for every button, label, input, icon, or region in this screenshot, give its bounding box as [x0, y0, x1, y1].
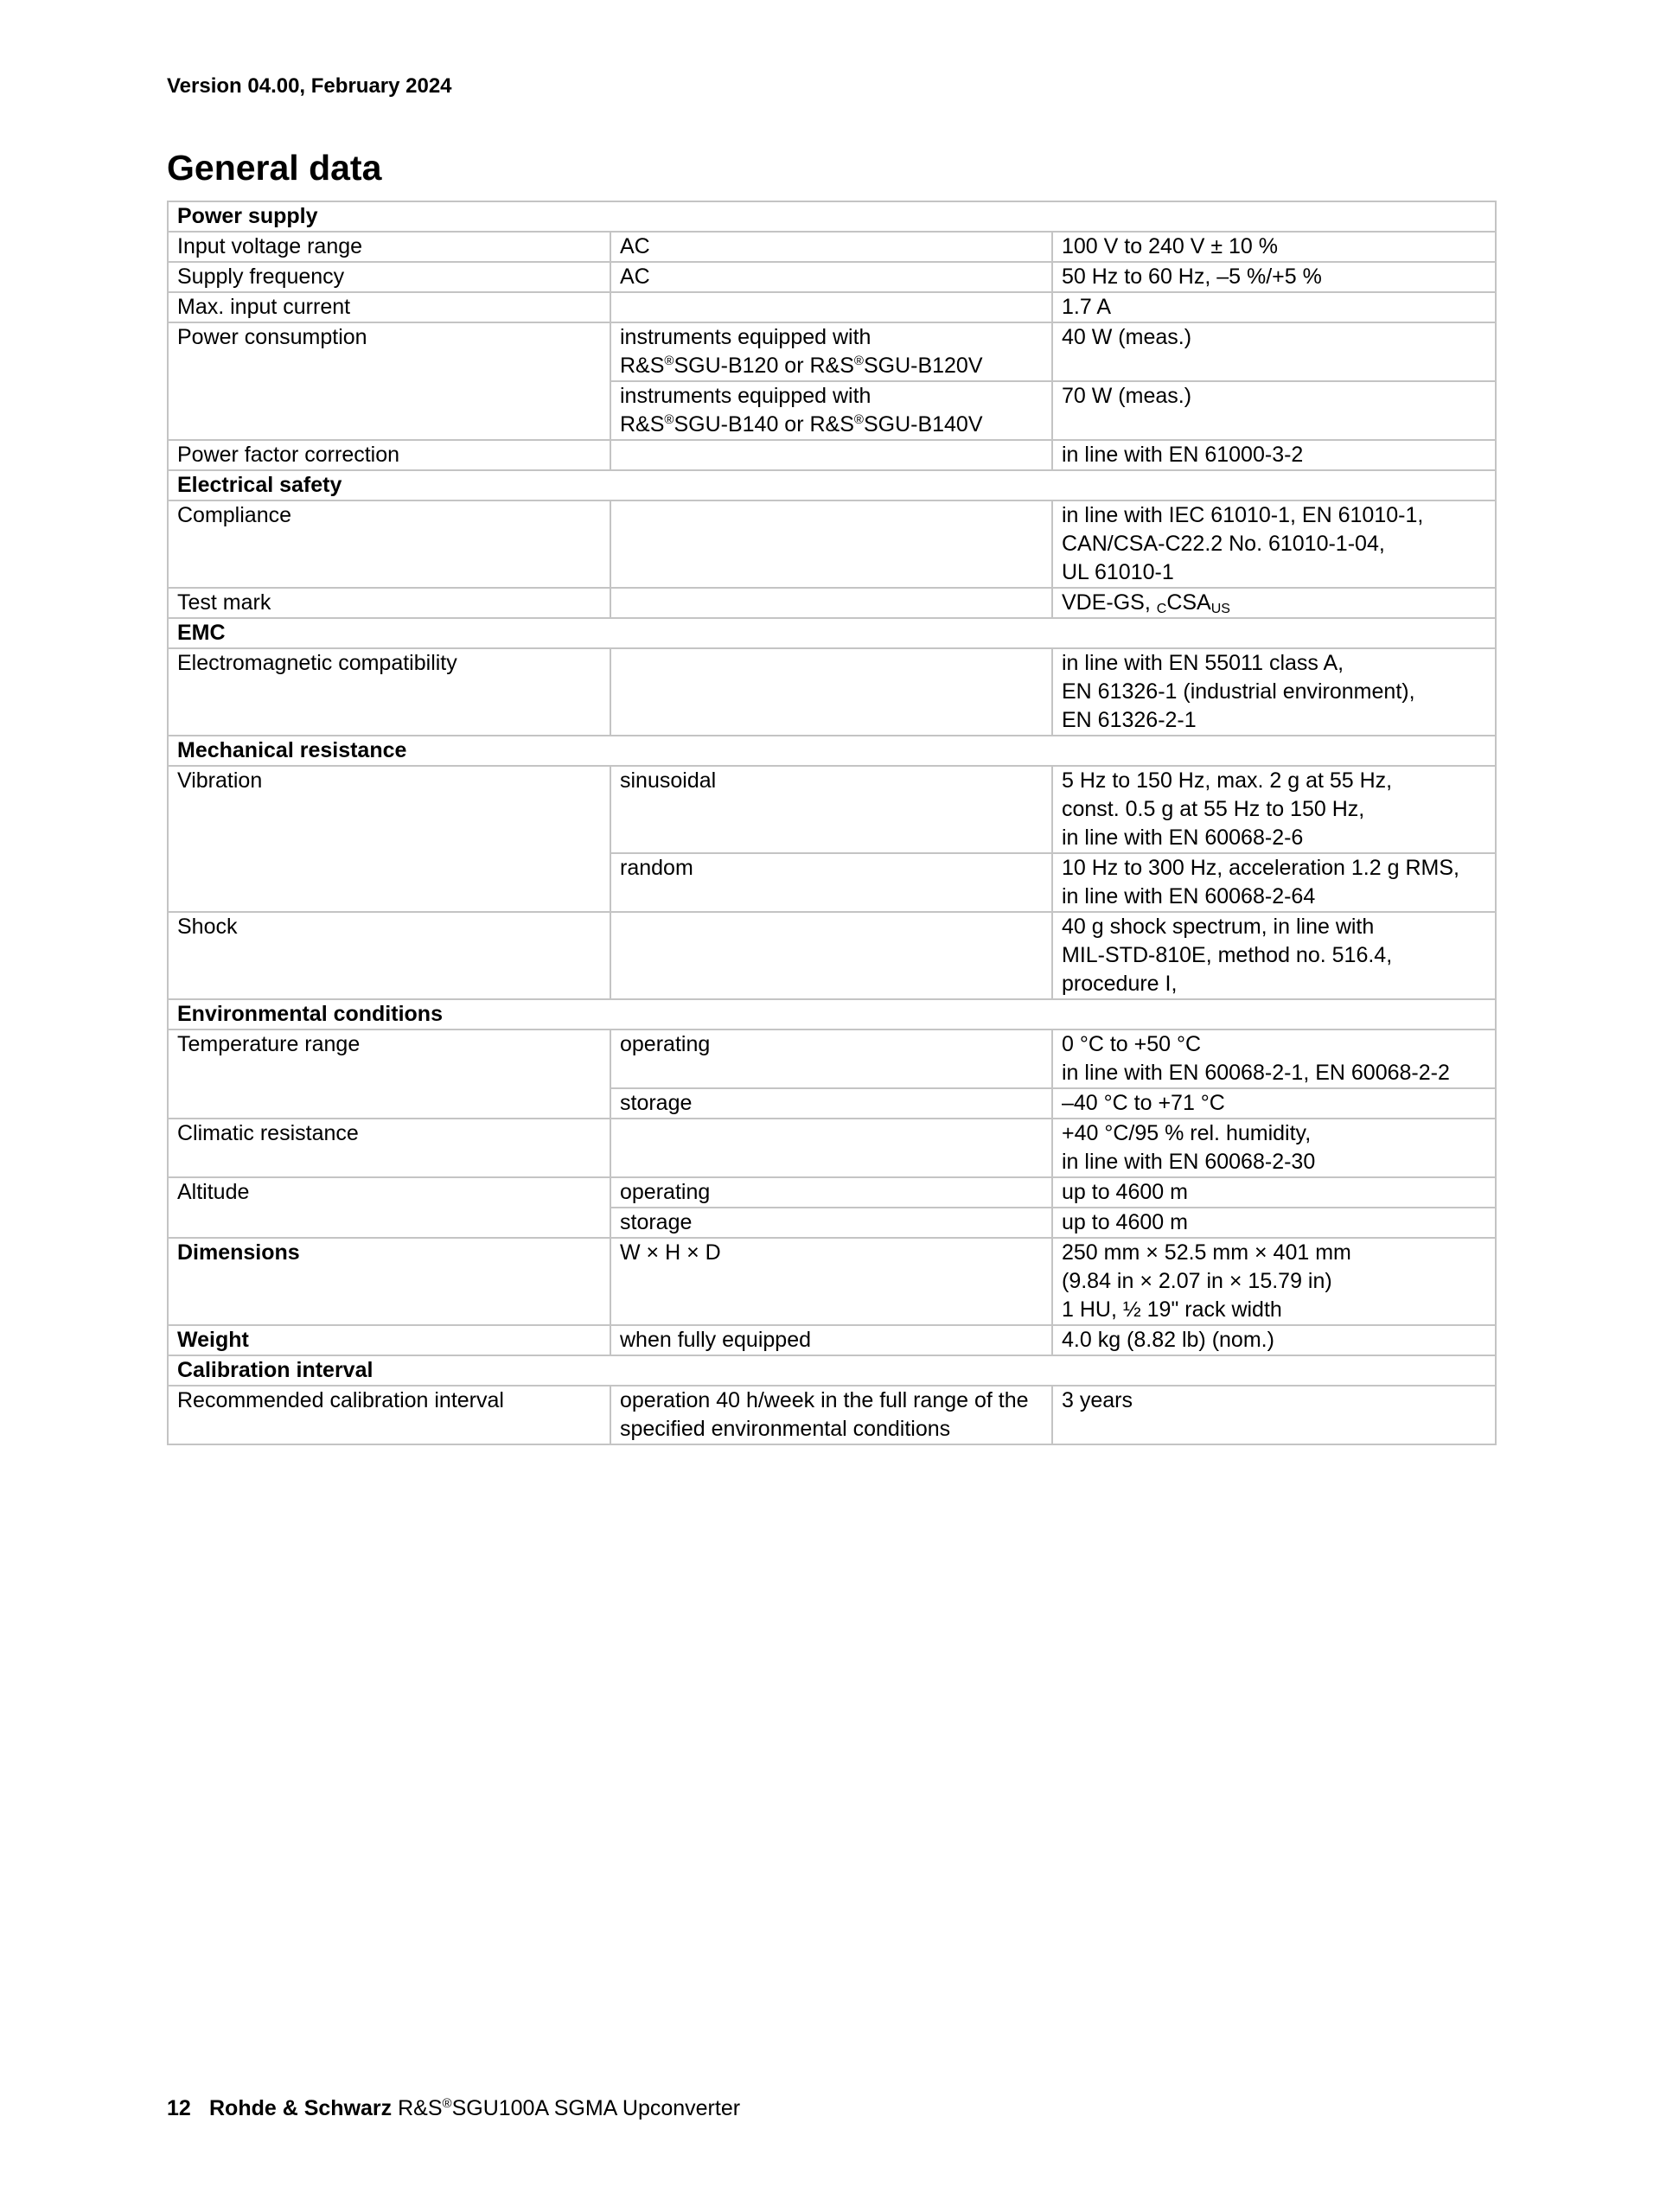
value-line: const. 0.5 g at 55 Hz to 150 Hz, — [1062, 797, 1365, 821]
document-version: Version 04.00, February 2024 — [167, 74, 452, 98]
brand-text: R&S — [809, 354, 854, 378]
spec-condition — [610, 1386, 1052, 1444]
spec-label: Input voltage range — [168, 232, 610, 262]
page-title: General data — [167, 148, 382, 188]
spec-value — [1052, 648, 1496, 736]
spec-value: 4.0 kg (8.82 lb) (nom.) — [1052, 1325, 1496, 1355]
spec-condition — [610, 912, 1052, 999]
spec-value: 40 W (meas.) — [1052, 322, 1496, 381]
value-line: 1 HU, ½ 19" rack width — [1062, 1297, 1282, 1322]
page-number: 12 — [167, 2096, 191, 2120]
table-row — [168, 766, 1496, 853]
spec-value: –40 °C to +71 °C — [1052, 1088, 1496, 1119]
table-row — [168, 1325, 1496, 1355]
product-prefix: R&S — [392, 2096, 443, 2120]
table-row — [168, 1238, 1496, 1325]
condition-line — [620, 352, 1043, 380]
spec-condition: AC — [610, 262, 1052, 292]
spec-value — [1052, 500, 1496, 588]
page-footer — [167, 2095, 740, 2121]
spec-value — [1052, 1030, 1496, 1088]
spec-value: up to 4600 m — [1052, 1208, 1496, 1238]
section-row-calibration-interval — [168, 1355, 1496, 1386]
value-line: UL 61010-1 — [1062, 560, 1174, 584]
table-row — [168, 1119, 1496, 1177]
spec-value — [1052, 1119, 1496, 1177]
table-row — [168, 262, 1496, 292]
table-row — [168, 912, 1496, 999]
spec-condition: storage — [610, 1088, 1052, 1119]
section-title: Mechanical resistance — [168, 736, 1496, 766]
condition-line: specified environmental conditions — [620, 1417, 951, 1441]
spec-value: in line with EN 61000-3-2 — [1052, 440, 1496, 470]
spec-value: up to 4600 m — [1052, 1177, 1496, 1208]
section-row-electrical-safety — [168, 470, 1496, 500]
spec-label: Max. input current — [168, 292, 610, 322]
general-data-table — [167, 201, 1497, 1445]
section-title: Calibration interval — [168, 1355, 1496, 1386]
option-text: SGU-B120 or — [674, 354, 810, 378]
spec-label: Electromagnetic compatibility — [168, 648, 610, 736]
table-row — [168, 440, 1496, 470]
value-line: in line with EN 60068-2-30 — [1062, 1150, 1316, 1174]
spec-label: Altitude — [168, 1177, 610, 1238]
spec-label: Compliance — [168, 500, 610, 588]
value-line: 40 g shock spectrum, in line with — [1062, 915, 1375, 939]
value-line: in line with EN 60068-2-64 — [1062, 884, 1316, 908]
option-text: SGU-B140V — [863, 412, 983, 437]
value-line: in line with EN 60068-2-6 — [1062, 826, 1304, 850]
section-title: EMC — [168, 618, 1496, 648]
brand-name: Rohde & Schwarz — [209, 2096, 393, 2120]
value-line: MIL-STD-810E, method no. 516.4, — [1062, 943, 1393, 967]
spec-condition: W × H × D — [610, 1238, 1052, 1325]
registered-mark: ® — [442, 2096, 452, 2111]
value-line: +40 °C/95 % rel. humidity, — [1062, 1121, 1312, 1145]
spec-value: 50 Hz to 60 Hz, –5 %/+5 % — [1052, 262, 1496, 292]
spec-condition: operating — [610, 1030, 1052, 1088]
condition-line: instruments equipped with — [620, 325, 872, 349]
value-line: in line with EN 55011 class A, — [1062, 651, 1344, 675]
table-row — [168, 588, 1496, 618]
registered-mark: ® — [664, 412, 674, 427]
table-row — [168, 500, 1496, 588]
table-row — [168, 322, 1496, 381]
spec-label: Recommended calibration interval — [168, 1386, 610, 1444]
section-row-environmental-conditions — [168, 999, 1496, 1030]
option-text: SGU-B140 or — [674, 412, 810, 437]
value-line: 5 Hz to 150 Hz, max. 2 g at 55 Hz, — [1062, 768, 1393, 793]
spec-label: Dimensions — [168, 1238, 610, 1325]
table-row — [168, 1386, 1496, 1444]
csa-us-subscript: US — [1210, 602, 1230, 616]
value-line: EN 61326-1 (industrial environment), — [1062, 679, 1415, 704]
spec-value: 100 V to 240 V ± 10 % — [1052, 232, 1496, 262]
spec-value — [1052, 766, 1496, 853]
spec-value — [1052, 1238, 1496, 1325]
table-row — [168, 648, 1496, 736]
value-line: CAN/CSA-C22.2 No. 61010-1-04, — [1062, 532, 1385, 556]
section-title: Environmental conditions — [168, 999, 1496, 1030]
table-row — [168, 1030, 1496, 1088]
value-line: in line with EN 60068-2-1, EN 60068-2-2 — [1062, 1061, 1450, 1085]
spec-condition — [610, 1119, 1052, 1177]
registered-mark: ® — [664, 354, 674, 368]
spec-value — [1052, 912, 1496, 999]
spec-condition: storage — [610, 1208, 1052, 1238]
spec-condition: when fully equipped — [610, 1325, 1052, 1355]
spec-condition — [610, 322, 1052, 381]
csa-c-subscript: C — [1156, 602, 1167, 616]
product-name: SGU100A SGMA Upconverter — [451, 2096, 741, 2120]
value-line: 10 Hz to 300 Hz, acceleration 1.2 g RMS, — [1062, 856, 1459, 880]
csa-mark: CSA — [1166, 590, 1211, 615]
spec-label: Vibration — [168, 766, 610, 912]
value-line: (9.84 in × 2.07 in × 15.79 in) — [1062, 1269, 1332, 1293]
value-text: VDE-GS, — [1062, 590, 1157, 615]
spec-condition — [610, 500, 1052, 588]
value-line: procedure I, — [1062, 972, 1178, 996]
spec-condition — [610, 440, 1052, 470]
table-row — [168, 1177, 1496, 1208]
spec-condition — [610, 648, 1052, 736]
value-line: 250 mm × 52.5 mm × 401 mm — [1062, 1240, 1351, 1265]
spec-label: Shock — [168, 912, 610, 999]
spec-value — [1052, 588, 1496, 618]
spec-label: Power consumption — [168, 322, 610, 440]
spec-value: 1.7 A — [1052, 292, 1496, 322]
brand-text: R&S — [809, 412, 854, 437]
table-row — [168, 292, 1496, 322]
spec-label: Power factor correction — [168, 440, 610, 470]
section-title: Power supply — [168, 201, 1496, 232]
condition-line: instruments equipped with — [620, 384, 872, 408]
spec-value: 70 W (meas.) — [1052, 381, 1496, 440]
spec-condition: AC — [610, 232, 1052, 262]
condition-line: operation 40 h/week in the full range of the — [620, 1388, 1029, 1412]
spec-condition: random — [610, 853, 1052, 912]
spec-value — [1052, 853, 1496, 912]
value-line: 0 °C to +50 °C — [1062, 1032, 1202, 1056]
table-row — [168, 232, 1496, 262]
spec-value: 3 years — [1052, 1386, 1496, 1444]
section-row-mechanical-resistance — [168, 736, 1496, 766]
section-title: Electrical safety — [168, 470, 1496, 500]
registered-mark: ® — [853, 354, 864, 368]
spec-label: Weight — [168, 1325, 610, 1355]
value-line: in line with IEC 61010-1, EN 61010-1, — [1062, 503, 1424, 527]
registered-mark: ® — [853, 412, 864, 427]
spec-condition — [610, 381, 1052, 440]
spec-condition: sinusoidal — [610, 766, 1052, 853]
brand-text: R&S — [620, 354, 665, 378]
spec-condition: operating — [610, 1177, 1052, 1208]
spec-label: Supply frequency — [168, 262, 610, 292]
option-text: SGU-B120V — [863, 354, 983, 378]
spec-condition — [610, 588, 1052, 618]
condition-line — [620, 411, 1043, 439]
spec-condition — [610, 292, 1052, 322]
section-row-emc — [168, 618, 1496, 648]
spec-label: Temperature range — [168, 1030, 610, 1119]
value-line: EN 61326-2-1 — [1062, 708, 1197, 732]
section-row-power-supply — [168, 201, 1496, 232]
spec-label: Climatic resistance — [168, 1119, 610, 1177]
brand-text: R&S — [620, 412, 665, 437]
spec-label: Test mark — [168, 588, 610, 618]
